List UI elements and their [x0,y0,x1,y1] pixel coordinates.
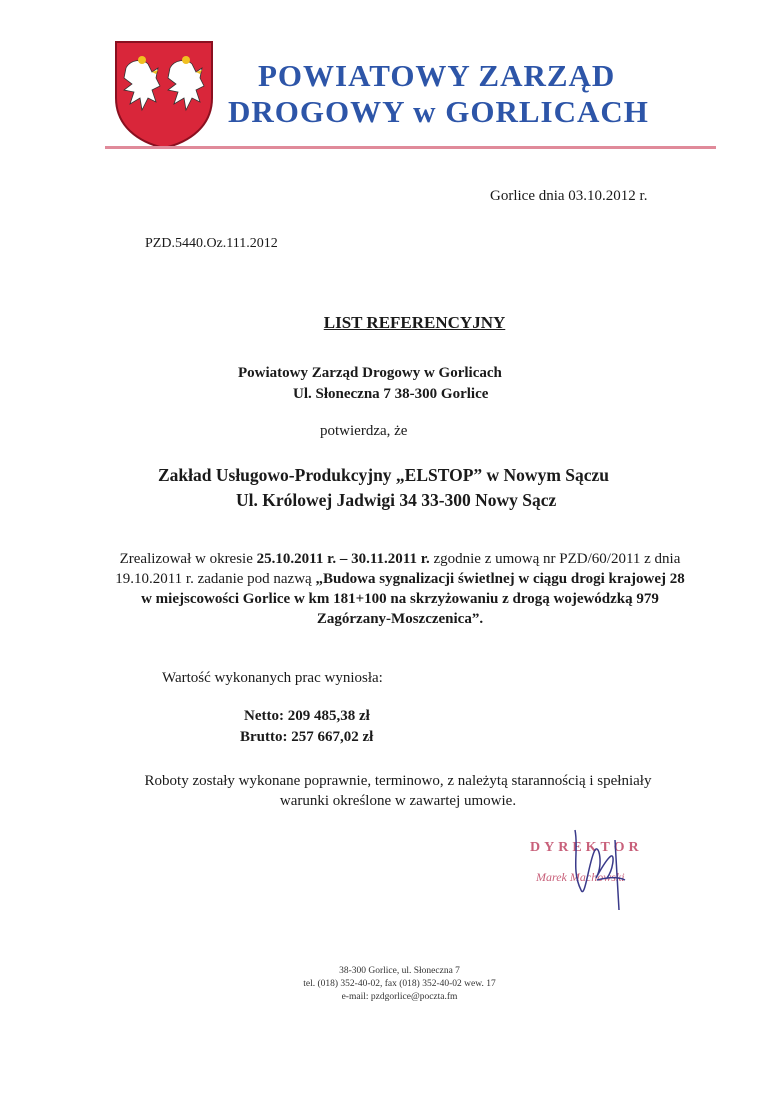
stamp-name: Marek Machowski [536,870,625,884]
scope-text-2: zgodnie z umową nr PZD/60/2011 z dnia 19.10.2011 r. zadanie pod nazwą [115,551,681,587]
confirms-text: potwierdza, że [320,423,408,439]
contractor-name: Zakład Usługowo-Produkcyjny „ELSTOP” w Nowym Sączu [158,465,610,485]
closing-statement: Roboty zostały wykonane poprawnie, terminowo, z należytą starannością i spełniały warunki określone w zawartej umowie. [144,773,652,809]
value-intro: Wartość wykonanych prac wyniosła: [162,670,383,686]
issuer-address: Ul. Słoneczna 7 38-300 Gorlice [293,386,489,402]
contractor-address: Ul. Królowej Jadwigi 34 33-300 Nowy Sącz [236,490,557,510]
issuer-name: Powiatowy Zarząd Drogowy w Gorlicach [238,365,502,381]
letter-title: LIST REFERENCYJNY [323,313,506,332]
organization-name-line2: DROGOWY w GORLICACH [228,94,649,129]
gross-value: Brutto: 257 667,02 zł [240,729,374,745]
footer-phone: tel. (018) 352-40-02, fax (018) 352-40-02 wew. 17 [303,979,496,989]
scope-period: 25.10.2011 r. – 30.11.2011 r. [256,551,430,567]
handwritten-signature-icon [545,820,655,920]
scope-text-1: Zrealizował w okresie [119,551,257,567]
scope-task-name: „Budowa sygnalizacji świetlnej w ciągu drogi krajowej 28 w miejscowości Gorlice w km 181+100 na skrzyżowaniu z drogą wojewódzką 979 Zagórzany-Moszczenica”. [141,571,685,627]
footer-address: 38-300 Gorlice, ul. Słoneczna 7 [339,966,460,976]
footer-email: e-mail: pzdgorlice@poczta.fm [341,992,458,1002]
net-value: Netto: 209 485,38 zł [244,708,370,724]
organization-name-line1: POWIATOWY ZARZĄD [258,58,616,93]
header-divider [105,146,716,149]
scope-paragraph [110,549,690,629]
stamp-title: DYREKTOR [530,840,643,855]
letter-date: Gorlice dnia 03.10.2012 r. [490,188,648,204]
coat-of-arms-icon [112,38,216,150]
reference-number: PZD.5440.Oz.111.2012 [145,236,278,251]
footer-contact [0,965,779,1004]
